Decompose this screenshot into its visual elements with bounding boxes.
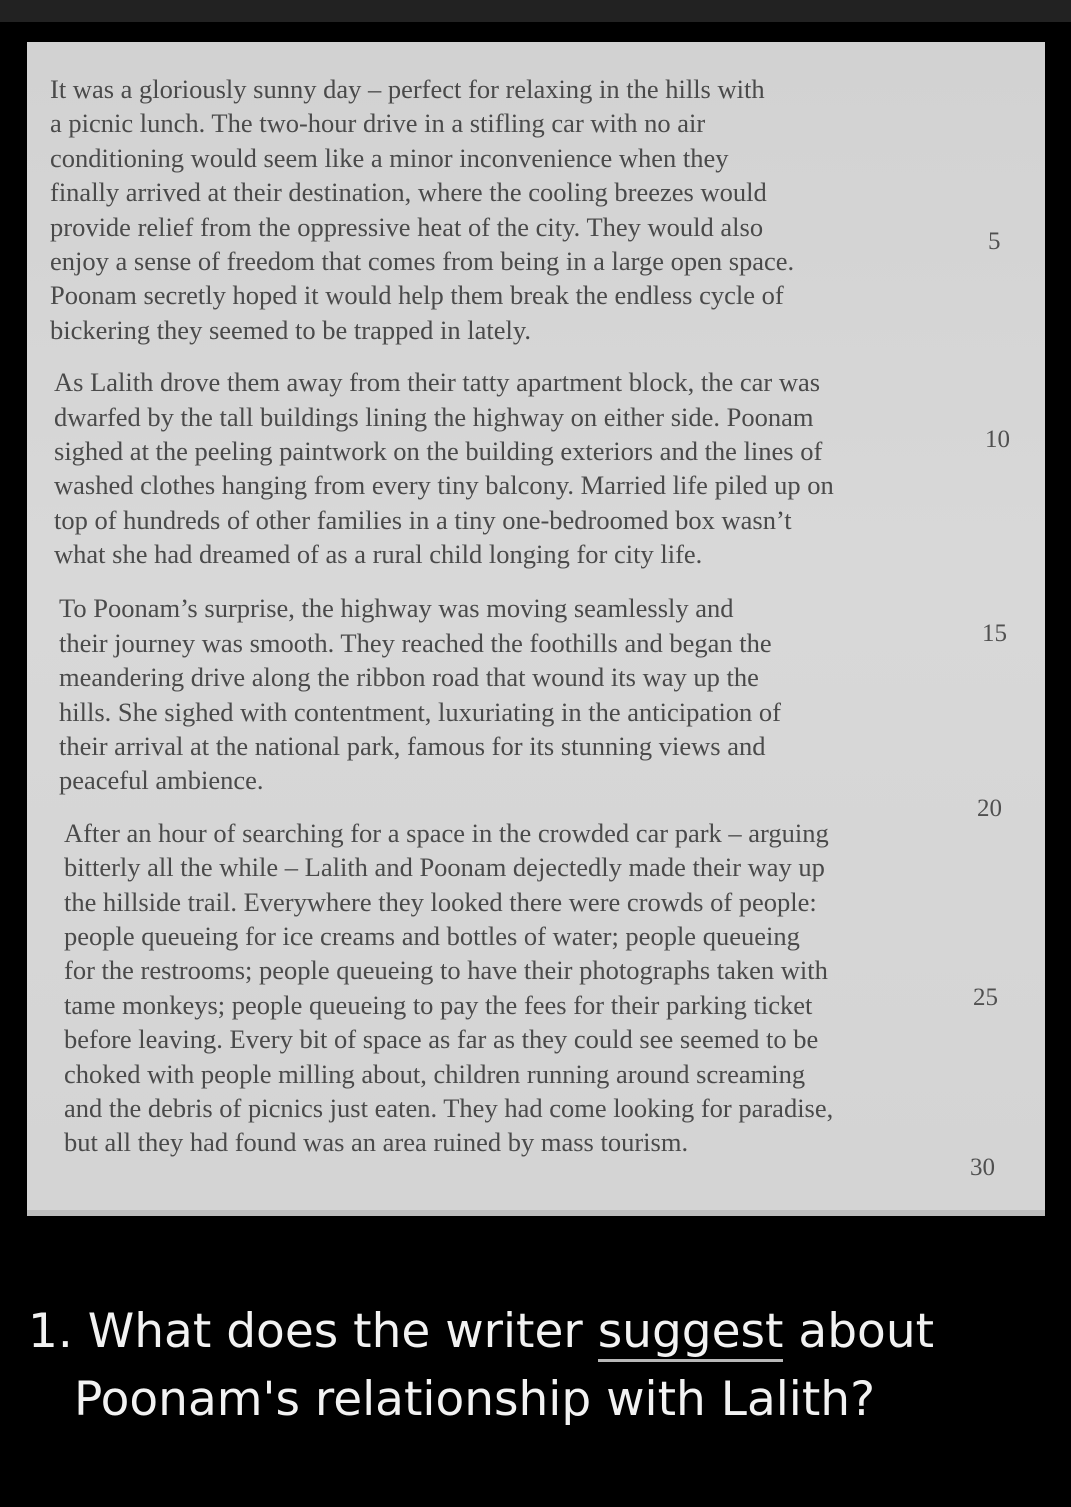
line-number: 30 (970, 1154, 995, 1181)
passage-line: their journey was smooth. They reached the foothills and began the (59, 627, 772, 658)
paragraph-2 (50, 365, 950, 571)
passage-line: but all they had found was an area ruined by mass tourism. (64, 1127, 689, 1158)
passage-line: finally arrived at their destination, where the cooling breezes would (50, 177, 767, 208)
question-line-2: Poonam's relationship with Lalith? (74, 1372, 876, 1427)
passage-line: top of hundreds of other families in a tiny one-bedroomed box wasn’t (54, 504, 792, 535)
passage-line: sighed at the peeling paintwork on the building exteriors and the lines of (54, 435, 823, 466)
line-number: 15 (982, 620, 1007, 647)
passage-line: for the restrooms; people queueing to have their photographs taken with (64, 955, 828, 986)
passage-line: After an hour of searching for a space in the crowded car park – arguing (64, 817, 829, 848)
paragraph-1 (50, 72, 950, 347)
passage-line: washed clothes hanging from every tiny balcony. Married life piled up on (54, 470, 834, 501)
passage-line: a picnic lunch. The two-hour drive in a stifling car with no air (50, 108, 706, 139)
question (28, 1298, 1048, 1434)
passage-line: enjoy a sense of freedom that comes from being in a large open space. (50, 245, 795, 276)
line-number: 5 (988, 228, 1001, 255)
passage-line: bickering they seemed to be trapped in lately. (50, 314, 531, 345)
passage-line: As Lalith drove them away from their tatty apartment block, the car was (54, 367, 821, 398)
passage-line: Poonam secretly hoped it would help them break the endless cycle of (50, 280, 784, 311)
passage-line: To Poonam’s surprise, the highway was moving seamlessly and (59, 593, 734, 624)
passage-line: It was a gloriously sunny day – perfect for relaxing in the hills with (50, 74, 765, 104)
status-bar (0, 0, 1071, 22)
passage-line: dwarfed by the tall buildings lining the highway on either side. Poonam (54, 401, 814, 432)
passage-line: hills. She sighed with contentment, luxuriating in the anticipation of (59, 696, 782, 727)
line-number: 10 (985, 426, 1010, 453)
underlined-keyword: suggest (598, 1304, 784, 1362)
question-number: 1. (28, 1304, 73, 1359)
passage-line: before leaving. Every bit of space as far as they could see seemed to be (64, 1024, 819, 1055)
line-number: 20 (977, 795, 1002, 822)
passage-line: bitterly all the while – Lalith and Poonam dejectedly made their way up (64, 852, 825, 883)
question-text: What does the writer (87, 1304, 583, 1359)
reading-passage (50, 72, 950, 1160)
passage-line: what she had dreamed of as a rural child longing for city life. (54, 539, 703, 570)
paragraph-3 (50, 591, 950, 797)
passage-line: and the debris of picnics just eaten. They had come looking for paradise, (64, 1092, 834, 1123)
passage-line: tame monkeys; people queueing to pay the fees for their parking ticket (64, 989, 813, 1020)
passage-line: their arrival at the national park, famous for its stunning views and (59, 731, 766, 762)
passage-line: choked with people milling about, children running around screaming (64, 1058, 806, 1089)
passage-line: provide relief from the oppressive heat of the city. They would also (50, 211, 764, 242)
passage-line: meandering drive along the ribbon road that wound its way up the (59, 662, 759, 693)
paragraph-4 (50, 816, 950, 1160)
passage-line: people queueing for ice creams and bottles of water; people queueing (64, 920, 800, 951)
passage-line: the hillside trail. Everywhere they looked there were crowds of people: (64, 886, 817, 917)
passage-line: conditioning would seem like a minor inconvenience when they (50, 142, 729, 173)
passage-line: peaceful ambience. (59, 765, 264, 796)
line-number: 25 (973, 984, 998, 1011)
question-line-1 (28, 1298, 1048, 1366)
question-text: about (798, 1304, 935, 1359)
